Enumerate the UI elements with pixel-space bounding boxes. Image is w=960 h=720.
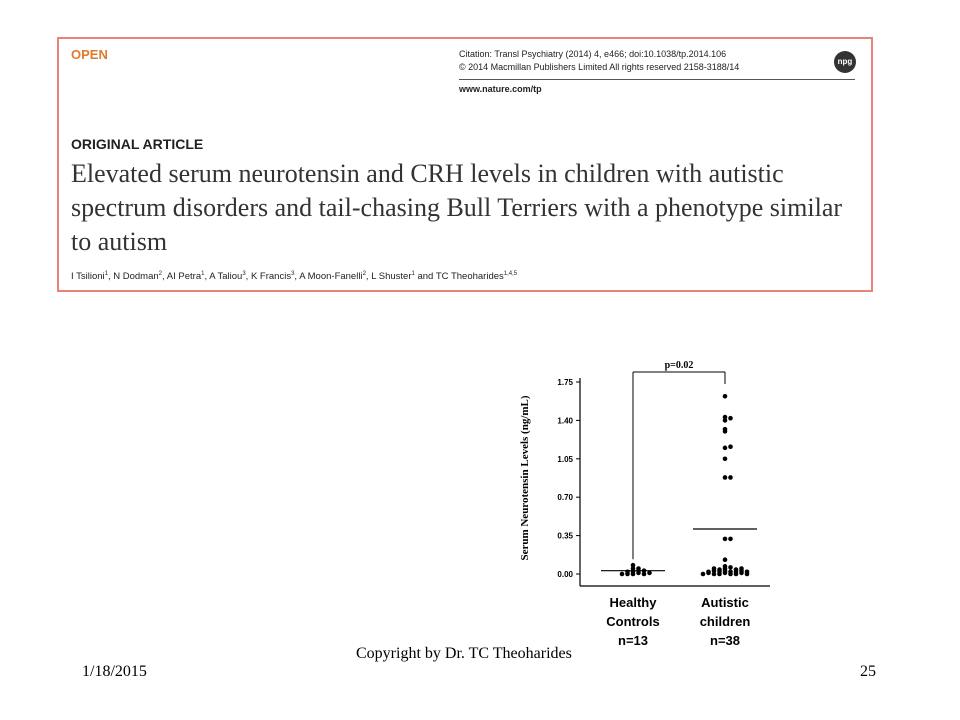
- y-tick-label: 1.05: [557, 454, 573, 464]
- copyright-notice: Copyright by Dr. TC Theoharides: [356, 645, 572, 662]
- author-name: A Taliou: [209, 271, 243, 283]
- data-point: [717, 572, 722, 577]
- p-value-annotation: p=0.02: [664, 360, 694, 371]
- y-tick-label: 1.75: [557, 378, 573, 387]
- y-tick-label: 0.70: [557, 493, 573, 503]
- data-point: [701, 572, 706, 577]
- author-name: TC Theoharides: [435, 271, 504, 283]
- x-category-label: n=13: [618, 633, 648, 648]
- scatter-chart: [505, 350, 805, 660]
- open-access-label: OPEN: [71, 47, 108, 62]
- author-affiliation: 3: [242, 271, 246, 277]
- author-affiliation: 1: [104, 271, 108, 277]
- data-point: [728, 475, 733, 480]
- data-point: [728, 572, 733, 577]
- x-category-label: Healthy: [609, 595, 657, 610]
- y-tick-label: 0.00: [557, 570, 573, 579]
- data-point: [734, 567, 739, 572]
- data-point: [723, 537, 728, 542]
- npg-logo-icon: npg: [834, 51, 856, 73]
- data-point: [745, 570, 750, 575]
- author-name: N Dodman: [113, 271, 159, 283]
- header-rule: [459, 79, 855, 80]
- data-point: [723, 427, 728, 432]
- copyright-line: © 2014 Macmillan Publishers Limited All rights reserved 2158-3188/14: [459, 62, 740, 72]
- data-point: [723, 446, 728, 451]
- author-affiliation: 2: [158, 271, 163, 277]
- x-category-label: Controls: [606, 614, 660, 629]
- data-point: [631, 563, 636, 568]
- author-affiliation: 1: [201, 271, 205, 277]
- article-header: [57, 37, 873, 292]
- data-point: [728, 444, 733, 449]
- data-point: [728, 416, 733, 421]
- y-tick-label: 0.35: [557, 531, 573, 541]
- data-point: [723, 475, 728, 480]
- data-point: [712, 566, 717, 571]
- x-category-label: n=38: [710, 633, 740, 648]
- citation-line: Citation: Transl Psychiatry (2014) 4, e466; doi:10.1038/tp.2014.106: [459, 49, 727, 59]
- y-tick-label: 1.40: [557, 416, 573, 426]
- data-point: [728, 565, 733, 570]
- author-list: I Tsilioni$^1$, N Dodman$^2$, AI Petra$^1$, A Taliou$^3$, K Francis$^3$, A Moon-Fanelli$^2$, L Shuster$^1$ and TC Theoharides$^{1,4,5}$: [71, 271, 518, 283]
- data-point: [723, 418, 728, 423]
- data-point: [723, 571, 728, 576]
- x-category-label: children: [699, 614, 751, 629]
- citation-block: [459, 48, 739, 74]
- author-affiliation: 2: [362, 271, 366, 277]
- data-point: [723, 557, 728, 562]
- article-title: Elevated serum neurotensin and CRH levels in children with autistic spectrum disorders and tail-chasing Bull Terriers with a phenotype similar to autism: [71, 159, 843, 256]
- article-type: ORIGINAL ARTICLE: [71, 136, 204, 152]
- data-point: [723, 394, 728, 399]
- author-name: AI Petra: [166, 271, 202, 283]
- author-name: I Tsilioni: [71, 271, 105, 283]
- journal-url: www.nature.com/tp: [459, 84, 542, 94]
- data-point: [723, 457, 728, 462]
- author-affiliation: 3: [291, 271, 295, 277]
- data-point: [739, 566, 744, 571]
- x-category-label: Autistic: [701, 595, 749, 610]
- author-affiliation: 1,4,5: [503, 271, 518, 277]
- author-name: L Shuster: [371, 271, 412, 283]
- slide-number: 25: [860, 663, 876, 680]
- author-affiliation: 1: [411, 271, 415, 277]
- author-name: K Francis: [250, 271, 292, 283]
- data-point: [620, 572, 625, 577]
- author-name: A Moon-Fanelli: [299, 271, 363, 283]
- data-point: [706, 571, 711, 576]
- y-axis-label: Serum Neurotensin Levels (ng/mL): [519, 395, 531, 561]
- slide-date: 1/18/2015: [82, 663, 147, 680]
- data-point: [728, 537, 733, 542]
